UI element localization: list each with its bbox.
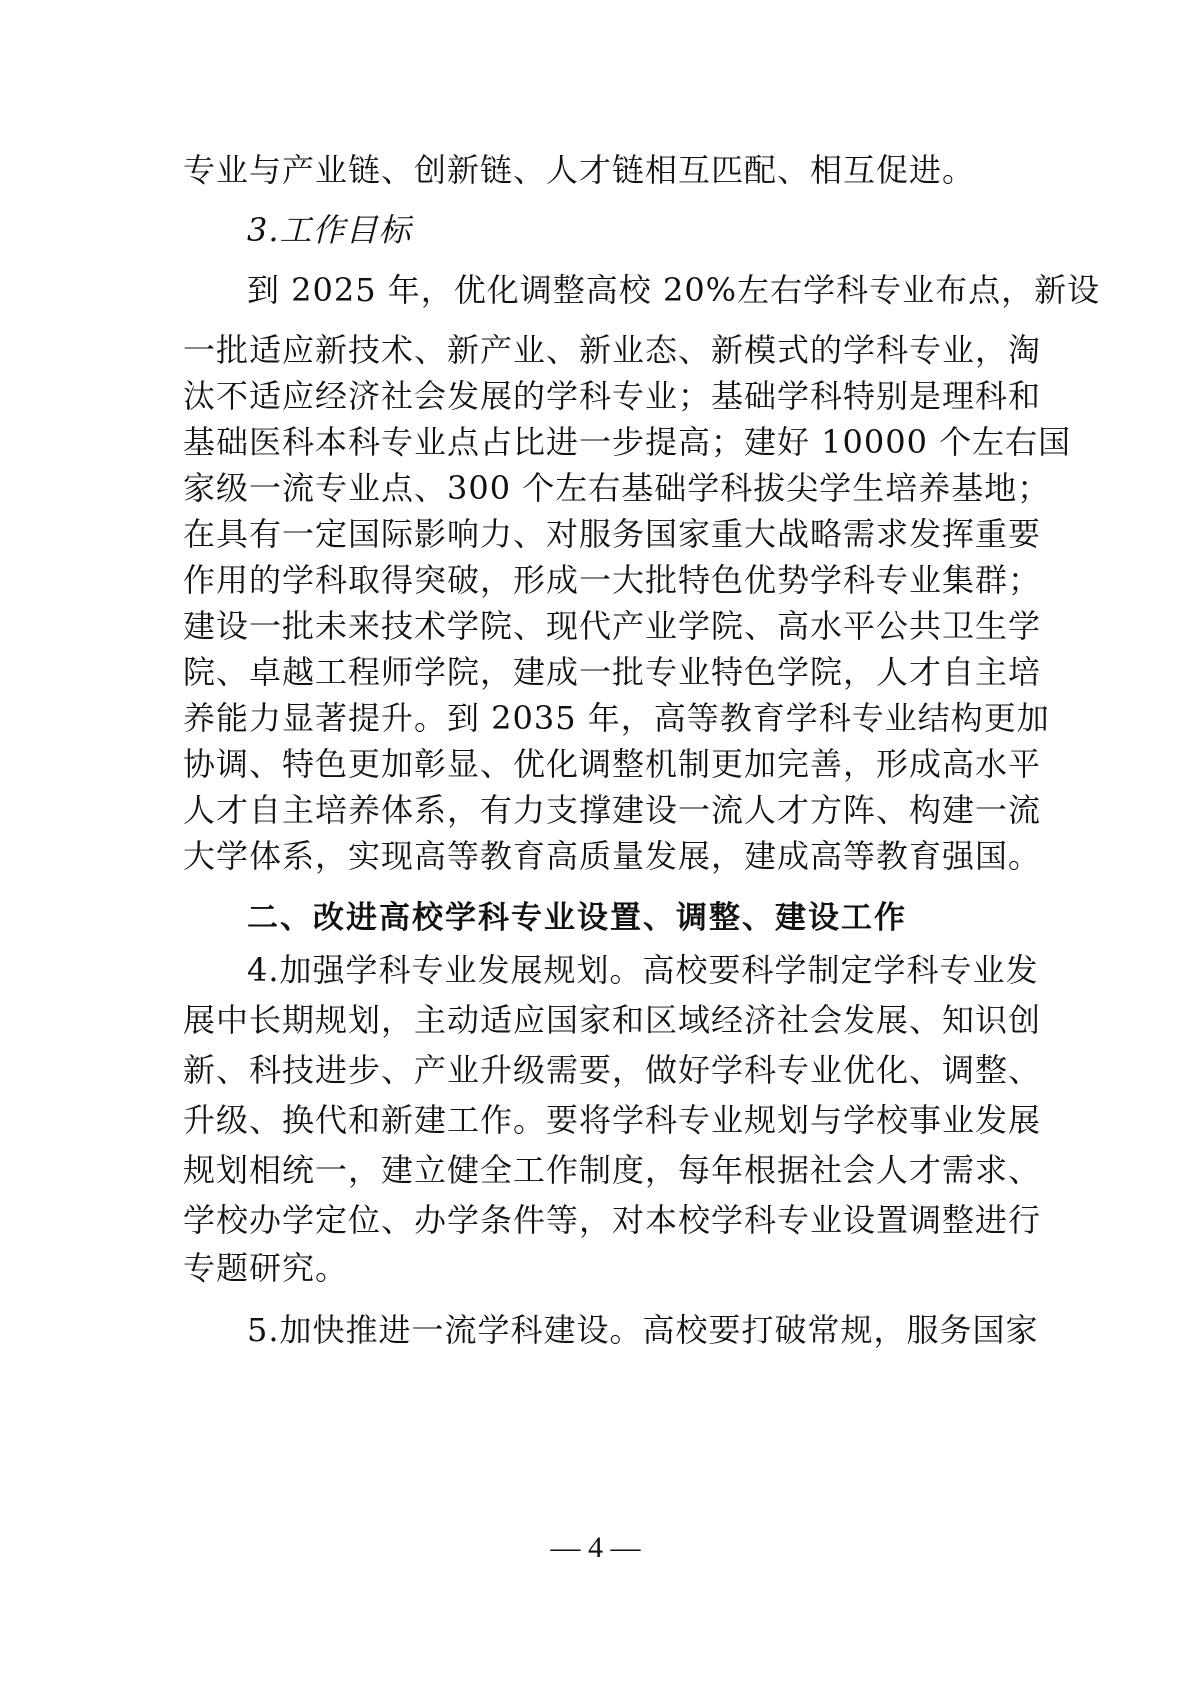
text-line: 新、科技进步、产业升级需要，做好学科专业优化、调整、 — [183, 1051, 1042, 1089]
text-line: 院、卓越工程师学院，建成一批专业特色学院，人才自主培 — [183, 653, 1042, 691]
text-line: 大学体系，实现高等教育高质量发展，建成高等教育强国。 — [183, 837, 1042, 875]
text-line: 人才自主培养体系，有力支撑建设一流人才方阵、构建一流 — [183, 791, 1042, 829]
text-line: 专题研究。 — [183, 1249, 349, 1287]
text-line: 规划相统一，建立健全工作制度，每年根据社会人才需求、 — [183, 1151, 1042, 1189]
section-heading: 二、改进高校学科专业设置、调整、建设工作 — [247, 900, 907, 936]
text-line: 建设一批未来技术学院、现代产业学院、高水平公共卫生学 — [183, 607, 1042, 645]
text-line: 一批适应新技术、新产业、新业态、新模式的学科专业，淘 — [183, 331, 1042, 369]
text-line: 协调、特色更加彰显、优化调整机制更加完善，形成高水平 — [183, 745, 1042, 783]
text-line: 升级、换代和新建工作。要将学科专业规划与学校事业发展 — [183, 1101, 1042, 1139]
text-line: 家级一流专业点、300 个左右基础学科拔尖学生培养基地； — [183, 469, 1051, 507]
text-line: 展中长期规划，主动适应国家和区域经济社会发展、知识创 — [183, 1001, 1042, 1039]
text-line: 基础医科本科专业点占比进一步提高；建好 10000 个左右国 — [183, 423, 1072, 461]
text-line: 4.加强学科专业发展规划。高校要科学制定学科专业发 — [247, 951, 1039, 989]
text-line: 到 2025 年，优化调整高校 20%左右学科专业布点，新设 — [247, 271, 1101, 309]
text-line: 专业与产业链、创新链、人才链相互匹配、相互促进。 — [183, 151, 976, 189]
text-line: 在具有一定国际影响力、对服务国家重大战略需求发挥重要 — [183, 515, 1042, 553]
page-number: — 4 — — [550, 1531, 641, 1564]
text-line: 养能力显著提升。到 2035 年，高等教育学科专业结构更加 — [183, 699, 1050, 737]
text-line: 学校办学定位、办学条件等，对本校学科专业设置调整进行 — [183, 1201, 1042, 1239]
text-line: 5.加快推进一流学科建设。高校要打破常规，服务国家 — [247, 1311, 1039, 1349]
text-line: 作用的学科取得突破，形成一大批特色优势学科专业集群； — [183, 561, 1042, 599]
text-line: 汰不适应经济社会发展的学科专业；基础学科特别是理科和 — [183, 377, 1042, 415]
text-line: 3.工作目标 — [247, 211, 412, 249]
